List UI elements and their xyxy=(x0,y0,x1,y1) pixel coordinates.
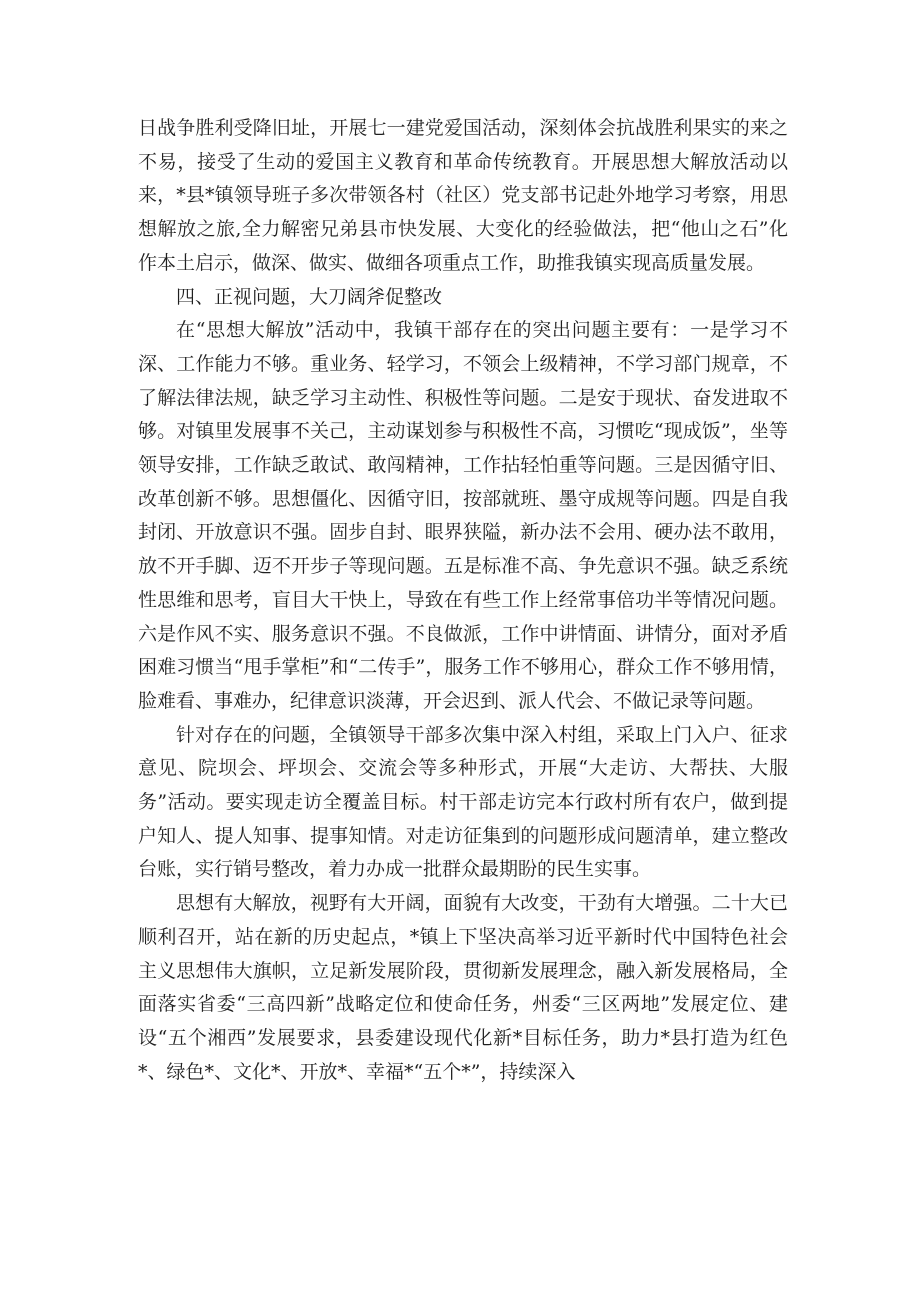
paragraph-outlook: 思想有大解放，视野有大开阔，面貌有大改变，干劲有大增强。二十大已顺利召开，站在新的历史起点，*镇上下坚决高举习近平新时代中国特色社会主义思想伟大旗帜，立足新发展阶段，贯彻新发展理念，融入新发展格局，全面落实省委“三高四新”战略定位和使命任务，州委“三区两地”发展定位、建设“五个湘西”发展要求，县委建设现代化新*目标任务，助力*县打造为红色*、绿色*、文化*、开放*、幸福*“五个*”，持续深入 xyxy=(138,892,788,1083)
paragraph-rectification: 针对存在的问题，全镇领导干部多次集中深入村组，采取上门入户、征求意见、院坝会、坪坝会、交流会等多种形式，开展“大走访、大帮扶、大服务”活动。要实现走访全覆盖目标。村干部走访完本行政村所有农户，做到提户知人、提人知事、提事知情。对走访征集到的问题形成问题清单，建立整改台账，实行销号整改，着力办成一批群众最期盼的民生实事。 xyxy=(138,723,788,881)
paragraph-problems: 在“思想大解放”活动中，我镇干部存在的突出问题主要有：一是学习不深、工作能力不够。重业务、轻学习，不领会上级精神，不学习部门规章，不了解法律法规，缺乏学习主动性、积极性等问题。二是安于现状、奋发进取不够。对镇里发展事不关己，主动谋划参与积极性不高，习惯吃“现成饭”，坐等领导安排，工作缺乏敢试、敢闯精神，工作拈轻怕重等问题。三是因循守旧、改革创新不够。思想僵化、因循守旧，按部就班、墨守成规等问题。四是自我封闭、开放意识不强。固步自封、眼界狭隘，新办法不会用、硬办法不敢用，放不开手脚、迈不开步子等现问题。五是标准不高、争先意识不强。缺乏系统性思维和思考，盲目大干快上，导致在有些工作上经常事倍功半等情况问题。六是作风不实、服务意识不强。不良做派，工作中讲情面、讲情分，面对矛盾困难习惯当“甩手掌柜”和“二传手”，服务工作不够用心，群众工作不够用情，脸难看、事难办，纪律意识淡薄，开会迟到、派人代会、不做记录等问题。 xyxy=(138,319,788,712)
section-heading-four: 四、正视问题，大刀阔斧促整改 xyxy=(176,285,443,308)
document-page xyxy=(138,112,788,1089)
paragraph-continuation: 日战争胜利受降旧址，开展七一建党爱国活动，深刻体会抗战胜利果实的来之不易，接受了生动的爱国主义教育和革命传统教育。开展思想大解放活动以来，*县*镇领导班子多次带领各村（社区）党支部书记赴外地学习考察，用思想解放之旅,全力解密兄弟县市快发展、大变化的经验做法，把“他山之石”化作本土启示，做深、做实、做细各项重点工作，助推我镇实现高质量发展。 xyxy=(138,117,788,274)
